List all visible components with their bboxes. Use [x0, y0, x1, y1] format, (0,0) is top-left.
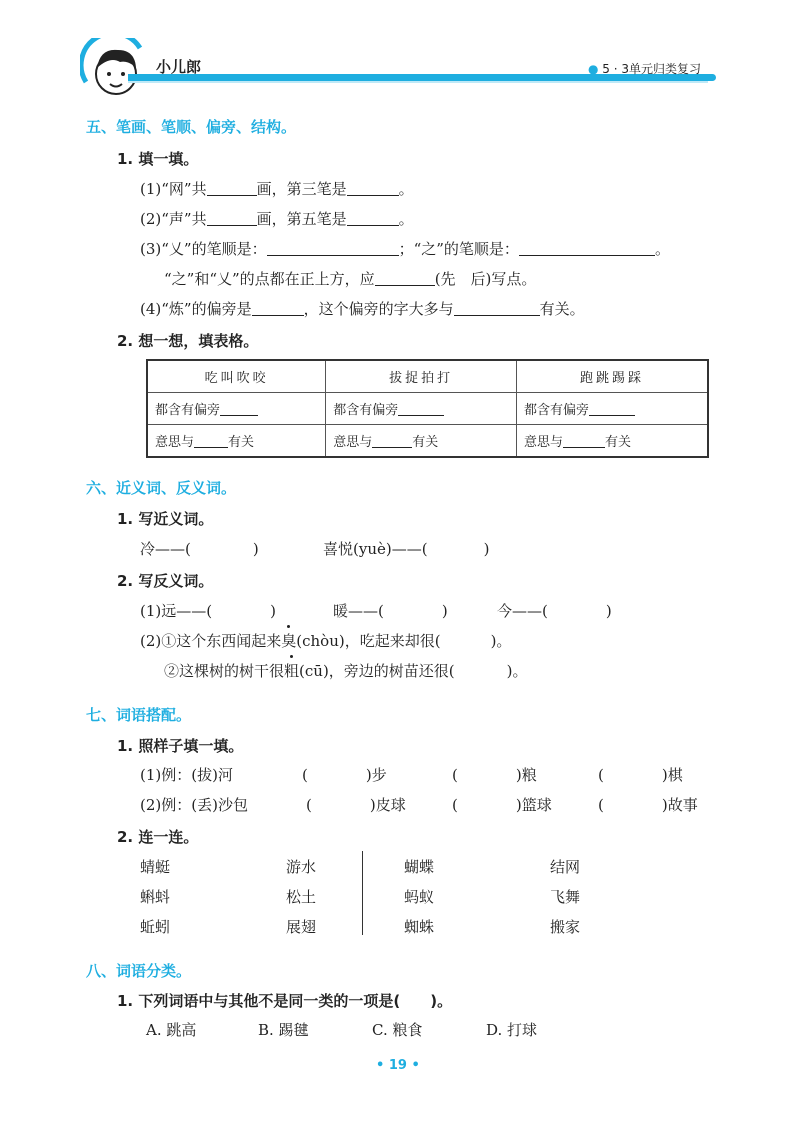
s6-q1-item2: [323, 538, 489, 559]
item-text: 皮球: [375, 796, 406, 814]
s5-q1-l5-c: 有关。: [539, 300, 585, 318]
match-word[interactable]: 搬家: [550, 918, 581, 936]
s5-q1-l1-a: (1)“网”共: [140, 180, 207, 198]
s6-q1-title: 1. 写近义词。: [117, 510, 214, 528]
match-word[interactable]: 蚂蚁: [404, 888, 435, 906]
match-word[interactable]: 游水: [286, 858, 317, 876]
s6-q2-r1a: [140, 600, 276, 621]
s5-q1-l5-b: ，这个偏旁的字大多与: [303, 300, 454, 318]
s6-q2-r1a-close: ): [270, 602, 276, 620]
unit-label: [588, 60, 701, 77]
s6-q2-r1a-text: (1)远——(: [140, 602, 213, 620]
s7-q1-r1-item: ( )棋: [598, 766, 683, 784]
s6-q2-r1b-text: 暖——(: [333, 602, 384, 620]
s6-q2-r2-close: )。: [490, 632, 512, 650]
option-b[interactable]: B. 踢毽: [258, 1021, 309, 1039]
item-text: 故事: [667, 796, 698, 814]
s5-q1-l3-a: (3)“乂”的笔顺是：: [140, 240, 267, 258]
s7-q1-r2-example: (2)例：(丢)沙包: [140, 796, 248, 814]
s6-q2-r1c: [497, 600, 612, 621]
s7-q2-title: 2. 连一连。: [117, 828, 199, 846]
match-word[interactable]: 结网: [550, 858, 581, 876]
s5-q1-l5-a: (4)“炼”的偏旁是: [140, 300, 252, 318]
s6-q1-item1-text: 冷——(: [140, 540, 191, 558]
match-divider: [362, 851, 363, 935]
s6-q2-r1c-text: 今——(: [497, 602, 548, 620]
table-cell[interactable]: [516, 393, 708, 425]
blank[interactable]: [252, 301, 304, 316]
option-a[interactable]: A. 跳高: [146, 1021, 197, 1039]
s6-q2-r2: [140, 630, 511, 651]
table-row: [147, 360, 708, 393]
s5-q1-line2: [140, 208, 414, 229]
option-d[interactable]: D. 打球: [486, 1021, 538, 1039]
cell-text: 都含有偏旁: [333, 403, 399, 418]
s7-q1-r2-item: ( )皮球: [306, 796, 406, 814]
s5-q1-l1-c: 。: [398, 180, 414, 198]
s5-q1-l2-c: 。: [398, 210, 414, 228]
s5-q1-l4-a: “之”和“乂”的点都在正上方，应: [164, 270, 375, 288]
item-text: 步: [371, 766, 387, 784]
header-band-shadow: [128, 81, 708, 83]
s8-q1-title-text: 1. 下列词语中与其他不是同一类的一项是(: [117, 992, 401, 1010]
blank[interactable]: [220, 403, 258, 416]
s7-q1-title: 1. 照样子填一填。: [117, 737, 244, 755]
blank[interactable]: [207, 211, 257, 226]
blank[interactable]: [398, 403, 444, 416]
s6-q2-r1b: [333, 600, 448, 621]
s7-q1-r1-item: ( )步: [302, 766, 387, 784]
brand-label: 小儿郎: [156, 58, 202, 76]
s6-q1-item1: [140, 538, 259, 559]
s5-q2-title: 2. 想一想，填表格。: [117, 332, 259, 350]
s8-q1-title-close: )。: [430, 992, 453, 1010]
s6-q1-item2-text: 喜悦(yuè)——(: [323, 540, 428, 558]
cell-text: 意思与: [333, 435, 373, 450]
table-header-cell: 拔捉拍打: [326, 360, 517, 393]
blank[interactable]: [207, 181, 257, 196]
dotted-char: 臭: [281, 632, 297, 650]
item-text: 篮球: [521, 796, 552, 814]
s7-q1-r2-item: ( )故事: [598, 796, 698, 814]
cell-text: 有关: [604, 435, 631, 450]
s6-q2-r1c-close: ): [605, 602, 612, 620]
mascot-boy-icon: [80, 38, 152, 100]
table-header-cell: 跑跳踢踩: [516, 360, 708, 393]
table-cell[interactable]: [326, 425, 517, 458]
section-5-title: 五、笔画、笔顺、偏旁、结构。: [86, 118, 297, 136]
blank[interactable]: [375, 271, 435, 286]
blank[interactable]: [454, 301, 540, 316]
item-text: 棋: [667, 766, 683, 784]
s5-q1-l3-c: 。: [654, 240, 670, 258]
match-word[interactable]: 蜘蛛: [404, 918, 435, 936]
match-word[interactable]: 飞舞: [550, 888, 581, 906]
s5-q1-line1: [140, 178, 414, 199]
cell-text: 意思与: [523, 435, 563, 450]
s5-q1-title: 1. 填一填。: [117, 150, 199, 168]
table-cell[interactable]: [326, 393, 517, 425]
cell-text: 都含有偏旁: [523, 403, 589, 418]
s6-q2-r3-close: )。: [506, 662, 528, 680]
s7-q1-r1-item: ( )粮: [452, 766, 537, 784]
s5-q1-l2-b: 画，第五笔是: [256, 210, 347, 228]
s6-q2-r2-post: (chòu)，吃起来却很(: [296, 632, 441, 650]
item-text: 粮: [521, 766, 537, 784]
s5-q1-l1-b: 画，第三笔是: [256, 180, 347, 198]
cell-text: 都含有偏旁: [155, 403, 221, 418]
s5-q1-l2-a: (2)“声”共: [140, 210, 207, 228]
blank[interactable]: [194, 435, 228, 448]
s6-q1-item1-close: ): [252, 540, 259, 558]
unit-dot-icon: ●: [588, 62, 603, 76]
s5-q1-l4-b: (先 后)写点。: [434, 270, 537, 288]
cell-text: 有关: [412, 435, 439, 450]
s6-q2-title: 2. 写反义词。: [117, 572, 214, 590]
s8-q1-title: [117, 990, 452, 1011]
table-cell[interactable]: [147, 425, 326, 458]
cell-text: 意思与: [155, 435, 195, 450]
match-word[interactable]: 蝴蝶: [404, 858, 435, 876]
table-header-cell: 吃叫吹咬: [147, 360, 326, 393]
s5-q1-line4: [164, 268, 536, 289]
match-word[interactable]: 展翅: [286, 918, 317, 936]
blank[interactable]: [267, 241, 399, 256]
table-cell[interactable]: [516, 425, 708, 458]
section-6-title: 六、近义词、反义词。: [86, 479, 237, 497]
option-c[interactable]: C. 粮食: [372, 1021, 423, 1039]
table-row: [147, 425, 708, 458]
blank[interactable]: [347, 211, 399, 226]
match-word[interactable]: 蜻蜓: [140, 858, 171, 876]
match-word[interactable]: 松土: [286, 888, 317, 906]
section-7-title: 七、词语搭配。: [86, 706, 192, 724]
s6-q2-r3-post: (cū)，旁边的树苗还很(: [299, 662, 455, 680]
table-cell[interactable]: [147, 393, 326, 425]
blank[interactable]: [563, 435, 605, 448]
s5-q1-line5: [140, 298, 585, 319]
blank[interactable]: [372, 435, 412, 448]
blank[interactable]: [589, 403, 635, 416]
s7-q1-r1-example: (1)例：(拔)河: [140, 766, 233, 784]
dotted-char: 粗: [284, 662, 300, 680]
s5-q1-l3-b: ；“之”的笔顺是：: [398, 240, 519, 258]
unit-label-text: 5 · 3单元归类复习: [602, 62, 702, 76]
section-8-title: 八、词语分类。: [86, 962, 192, 980]
s6-q2-r3-pre: ②这棵树的树干很: [164, 662, 285, 680]
s6-q1-item2-close: ): [483, 540, 490, 558]
table-row: [147, 393, 708, 425]
s6-q2-r2-pre: (2)①这个东西闻起来: [140, 632, 282, 650]
blank[interactable]: [347, 181, 399, 196]
s5-q1-line3: [140, 238, 670, 259]
radical-table: [146, 359, 709, 458]
blank[interactable]: [519, 241, 655, 256]
match-word[interactable]: 蚯蚓: [140, 918, 171, 936]
s6-q2-r3: [164, 660, 528, 681]
match-word[interactable]: 蝌蚪: [140, 888, 171, 906]
s6-q2-r1b-close: ): [441, 602, 448, 620]
s7-q1-r2-item: ( )篮球: [452, 796, 552, 814]
cell-text: 有关: [228, 435, 255, 450]
page-number: • 19 •: [376, 1058, 420, 1073]
